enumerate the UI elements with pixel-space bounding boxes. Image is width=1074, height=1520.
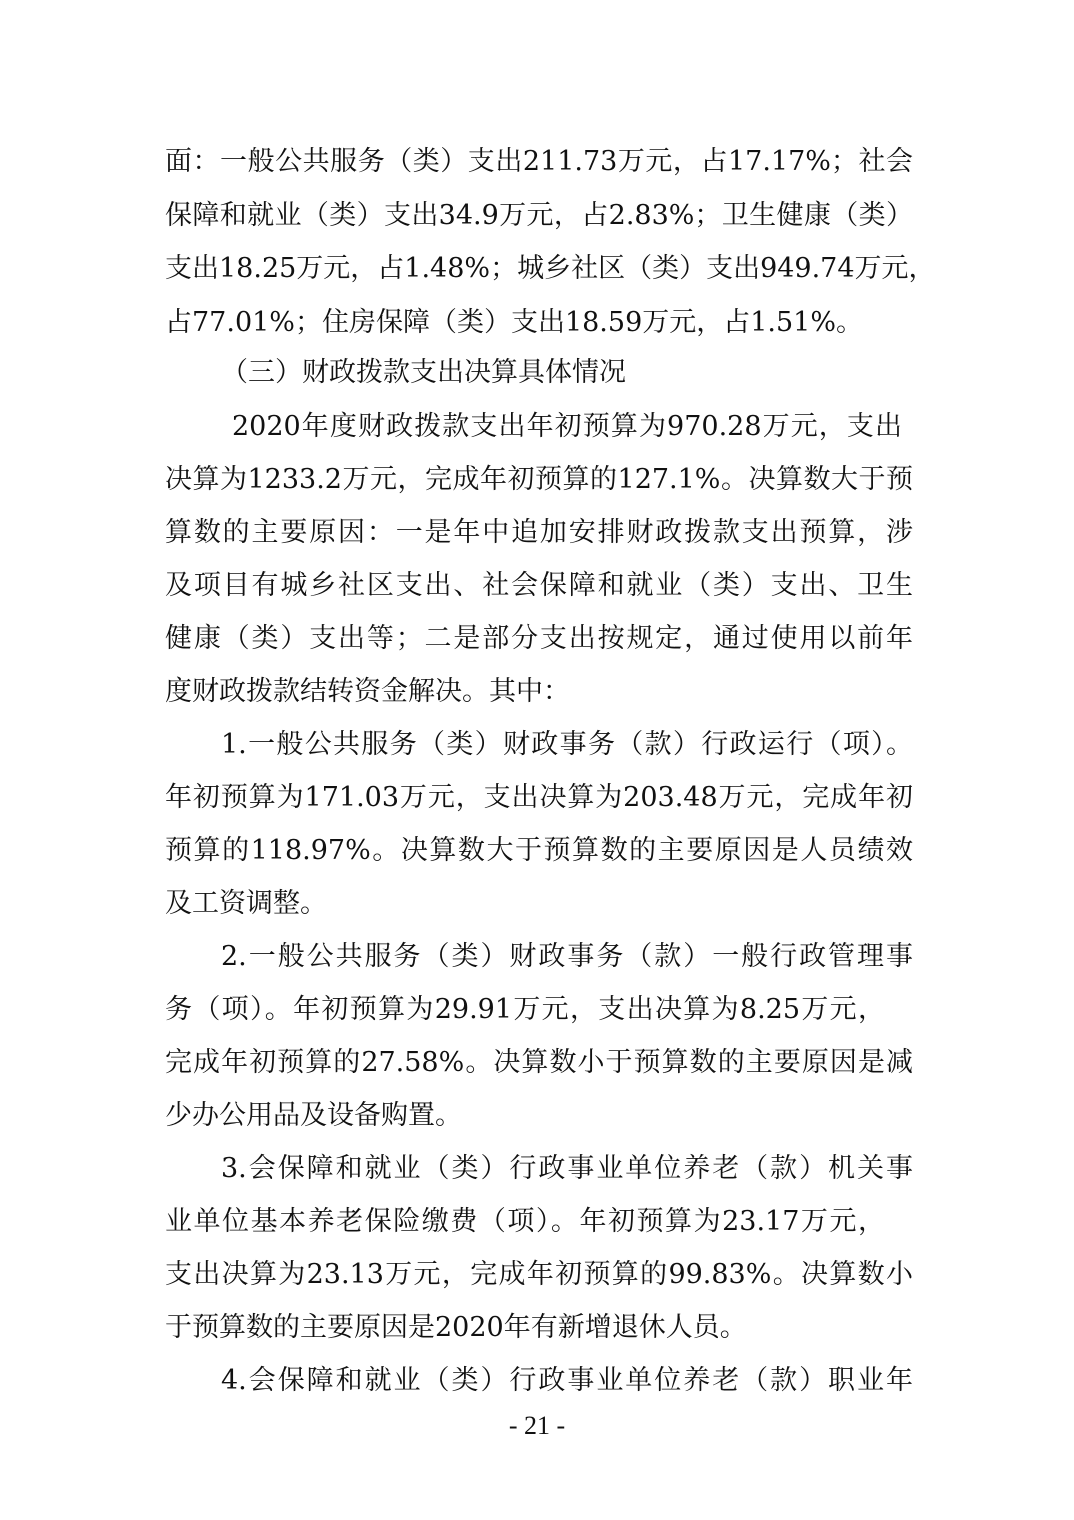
text-line: 业单位基本养老保险缴费（项）。年初预算为23.17万元， (165, 1206, 885, 1237)
page-number: - 21 - (508, 1411, 566, 1440)
list-item-heading: 2.一般公共服务（类）财政事务（款）一般行政管理事 (221, 941, 913, 972)
text-line: 年初预算为171.03万元，支出决算为203.48万元，完成年初 (165, 782, 913, 813)
list-item-heading: 1.一般公共服务（类）财政事务（款）行政运行（项）。 (221, 729, 913, 760)
text-line: 及工资调整。 (165, 888, 327, 919)
text-line: 保障和就业（类）支出34.9万元，占2.83%；卫生健康（类） (165, 200, 913, 231)
text-line: 占77.01%；住房保障（类）支出18.59万元，占1.51%。 (165, 307, 864, 338)
text-line: 预算的118.97%。决算数大于预算数的主要原因是人员绩效 (165, 835, 913, 866)
text-line: 2020年度财政拨款支出年初预算为970.28万元，支出 (232, 411, 902, 442)
text-line: 务（项）。年初预算为29.91万元，支出决算为8.25万元， (165, 994, 885, 1025)
text-line: 少办公用品及设备购置。 (165, 1100, 462, 1131)
text-line: 决算为1233.2万元，完成年初预算的127.1%。决算数大于预 (165, 464, 913, 495)
text-line: 面：一般公共服务（类）支出211.73万元，占17.17%；社会 (165, 146, 913, 177)
text-line: 支出决算为23.13万元，完成年初预算的99.83%。决算数小 (165, 1259, 913, 1290)
text-line: 及项目有城乡社区支出、社会保障和就业（类）支出、卫生 (165, 570, 913, 601)
text-line: 度财政拨款结转资金解决。其中： (165, 676, 570, 707)
text-line: 于预算数的主要原因是2020年有新增退休人员。 (165, 1312, 747, 1343)
list-item-heading: 4.会保障和就业（类）行政事业单位养老（款）职业年 (221, 1365, 913, 1396)
list-item-heading: 3.会保障和就业（类）行政事业单位养老（款）机关事 (221, 1153, 913, 1184)
text-line: 完成年初预算的27.58%。决算数小于预算数的主要原因是减 (165, 1047, 913, 1078)
text-line: 算数的主要原因：一是年中追加安排财政拨款支出预算，涉 (165, 517, 913, 548)
section-heading: （三）财政拨款支出决算具体情况 (221, 357, 626, 388)
text-line: 健康（类）支出等；二是部分支出按规定，通过使用以前年 (165, 623, 913, 654)
text-line: 支出18.25万元，占1.48%；城乡社区（类）支出949.74万元， (165, 253, 936, 284)
